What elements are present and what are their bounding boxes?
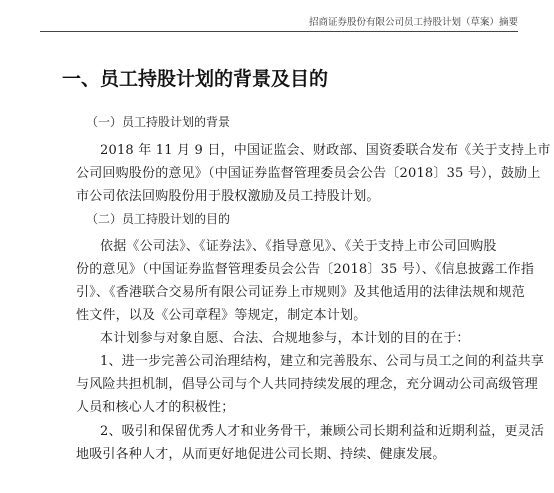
paragraph-line: 本计划参与对象自愿、合法、合规地参与，本计划的目的在于： xyxy=(100,331,470,346)
header-rule xyxy=(40,31,518,32)
paragraph-line: 1、进一步完善公司治理结构，建立和完善股东、公司与员工之间的利益共享 xyxy=(100,354,545,369)
subsection-title-background: （一）员工持股计划的背景 xyxy=(86,115,231,129)
paragraph-line: 人员和核心人才的积极性； xyxy=(76,400,235,415)
paragraph-line: 与风险共担机制，倡导公司与个人共同持续发展的理念，充分调动公司高级管理 xyxy=(76,377,539,392)
subsection-title-purpose: （二）员工持股计划的目的 xyxy=(86,212,231,226)
paragraph-line: 2、吸引和保留优秀人才和业务骨干，兼顾公司长期利益和近期利益，更灵活 xyxy=(100,424,545,439)
paragraph-line: 地吸引各种人才，从而更好地促进公司长期、持续、健康发展。 xyxy=(76,447,446,462)
paragraph-line: 性文件，以及《公司章程》等规定，制定本计划。 xyxy=(76,308,367,323)
paragraph-line: 引》、《香港联合交易所有限公司证券上市规则》及其他适用的法律法规和规范 xyxy=(76,285,526,300)
paragraph-line: 份的意见》（中国证券监督管理委员会公告〔2018〕35 号）、《信息披露工作指 xyxy=(76,262,535,277)
paragraph-line: 市公司依法回购股份用于股权激励及员工持股计划。 xyxy=(76,189,380,204)
section-title: 一、员工持股计划的背景及目的 xyxy=(62,68,329,90)
paragraph-line: 2018 年 11 月 9 日，中国证监会、财政部、国资委联合发布《关于支持上市 xyxy=(100,143,551,158)
paragraph-line: 依据《公司法》、《证券法》、《指导意见》、《关于支持上市公司回购股 xyxy=(100,239,497,254)
running-header: 招商证券股份有限公司员工持股计划（草案）摘要 xyxy=(308,17,518,28)
paragraph-line: 公司回购股份的意见》（中国证券监督管理委员会公告〔2018〕35 号），鼓励上 xyxy=(76,166,541,181)
